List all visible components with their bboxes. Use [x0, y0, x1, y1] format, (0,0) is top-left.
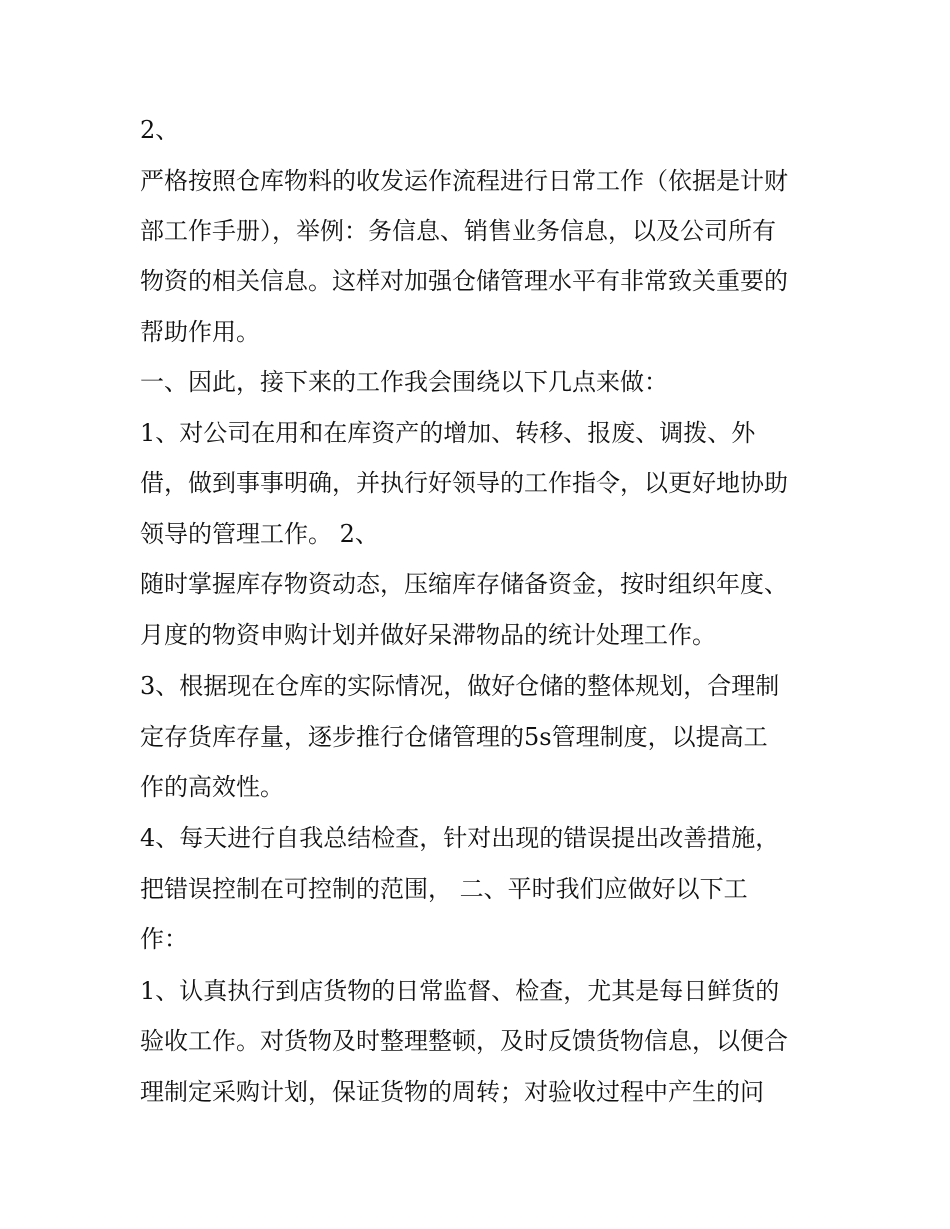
- text-line-7: 1、对公司在用和在库资产的增加、转移、报废、调拨、外: [140, 419, 756, 447]
- text-line-20: 理制定采购计划，保证货物的周转；对验收过程中产生的问: [140, 1078, 764, 1106]
- text-line-16: 把错误控制在可控制的范围， 二、平时我们应做好以下工: [140, 875, 748, 903]
- text-line-2: 严格按照仓库物料的收发运作流程进行日常工作（依据是计财: [140, 167, 788, 195]
- text-line-15: 4、每天进行自我总结检查，针对出现的错误提出改善措施，: [140, 824, 780, 852]
- text-line-5: 帮助作用。: [140, 318, 260, 346]
- text-line-6: 一、因此，接下来的工作我会围绕以下几点来做：: [140, 368, 668, 396]
- text-line-19: 验收工作。对货物及时整理整顿，及时反馈货物信息，以便合: [140, 1027, 788, 1055]
- text-line-1: 2、: [140, 116, 180, 144]
- text-line-4: 物资的相关信息。这样对加强仓储管理水平有非常致关重要的: [140, 267, 788, 295]
- text-line-11: 月度的物资申购计划并做好呆滞物品的统计处理工作。: [140, 621, 716, 649]
- text-line-10: 随时掌握库存物资动态，压缩库存储备资金，按时组织年度、: [140, 570, 788, 598]
- text-line-12: 3、根据现在仓库的实际情况，做好仓储的整体规划，合理制: [140, 672, 780, 700]
- text-line-14: 作的高效性。: [140, 773, 284, 801]
- text-line-18: 1、认真执行到店货物的日常监督、检查，尤其是每日鲜货的: [140, 977, 780, 1005]
- text-line-13: 定存货库存量，逐步推行仓储管理的5s管理制度，以提高工: [140, 723, 768, 751]
- text-line-9: 领导的管理工作。 2、: [140, 520, 379, 548]
- text-line-3: 部工作手册），举例：务信息、销售业务信息，以及公司所有: [140, 217, 776, 245]
- text-line-17: 作：: [140, 925, 188, 953]
- text-line-8: 借，做到事事明确，并执行好领导的工作指令，以更好地协助: [140, 469, 788, 497]
